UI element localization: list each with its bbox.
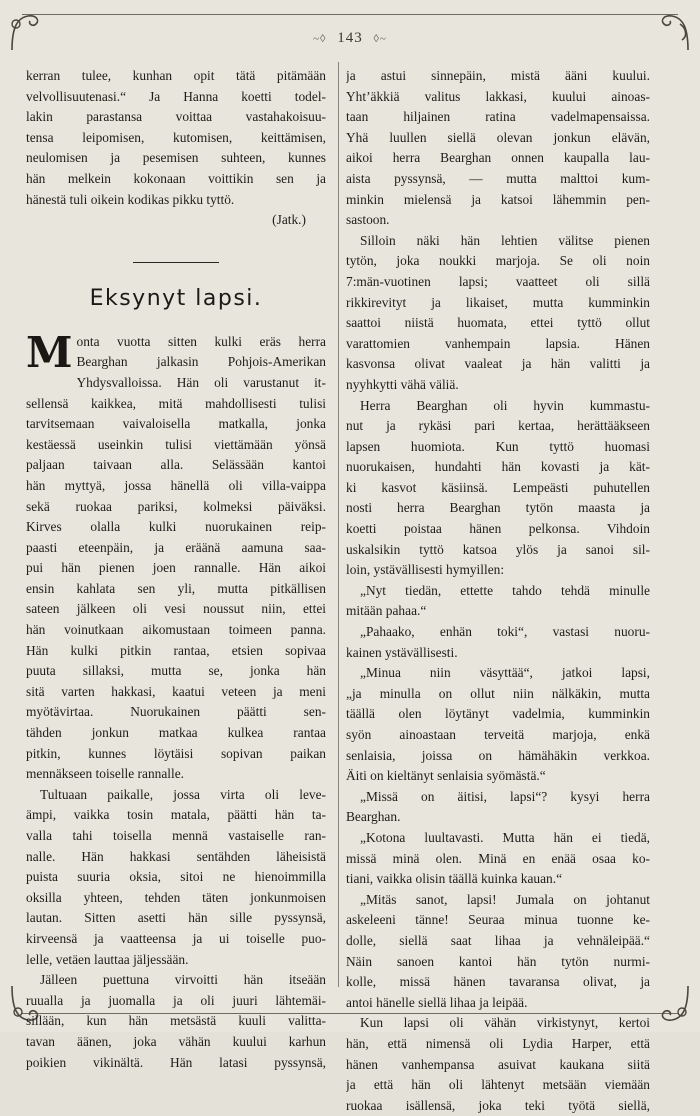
text-line: puista suuria oksia, sitoi ne hienoimmilla [26, 869, 326, 885]
text-line: paljaan taivaan alla. Selässään kantoi [26, 457, 326, 473]
column-divider [338, 62, 339, 987]
text-line: ja astui sinnepäin, mistä ääni kuului. [346, 68, 650, 83]
text-line: dolle, siellä saat lihaa ja vehnäleipää.“ [346, 932, 650, 948]
drop-cap: M [26, 327, 73, 377]
text-line: syön ainoastaan terveitä marjoja, enkä [346, 727, 650, 742]
text-line: ruokaa isällensä, joka teki työtä siellä, [346, 1097, 650, 1113]
text-line: Jälleen puettuna virvoitti hän itseään [40, 972, 326, 988]
text-line: minkin mielensä ja katsoi lähemmin pen- [346, 191, 650, 207]
text-line: loin, ystävällisesti hymyillen: [346, 562, 505, 578]
text-line: ruualla ja juomalla ja oli juuri lähtemäi- [26, 992, 326, 1008]
text-line: nuorukaisen, hundahti hän kovasti ja kät- [346, 459, 650, 475]
text-line: kolle, missä hänen tavaransa olivat, ja [346, 974, 650, 990]
text-line: uskalsikin tyttö katsoa ylös ja sanoi sil- [346, 541, 650, 557]
text-line: Kun lapsi oli vähän virkistynyt, kertoi [360, 1015, 650, 1031]
text-line: Bearghan jalkasin Pohjois-Amerikan [76, 354, 326, 370]
header-ornament-left: ~◊ [313, 33, 327, 45]
text-line: lapsen huomiota. Kun tyttö huomasi [346, 438, 650, 454]
text-line: saattoi niistä huomata, ettei tyttö ollut [346, 315, 650, 331]
text-line: sitä varten hakkasi, kaatui veteen ja meni [26, 683, 326, 699]
text-line: koetti poistaa hänen pelkonsa. Vihdoin [346, 521, 650, 537]
text-line: ja että hän oli lähtenyt metsään viemään [346, 1077, 650, 1093]
story-paragraph-2 [26, 785, 326, 970]
text-line: kirveensä ja vaatteensa ja ui toiselle puo- [26, 930, 326, 946]
text-line: sateen jälkeen oli vesi noussut niin, ettei [26, 601, 326, 617]
text-line: ensin kahlata sen yli, mutta pitkällisen [26, 580, 326, 596]
text-line: sellensä kaikkea, mitä mahdollisesti tulisi [26, 395, 326, 411]
text-line: nyyhkytti vähä väliä. [346, 376, 459, 392]
text-line: Yht’äkkiä valitus lakkasi, kuului ainoas- [346, 88, 650, 104]
text-line: mitään pahaa.“ [346, 603, 427, 619]
text-line: hänestä tuli oikein kodikas pikku tyttö. [26, 191, 235, 207]
text-line: „ja minulla on ollut niin nälkäkin, mutta [346, 685, 650, 701]
text-line: aikoi herra Bearghan onnen kaupalla lau- [346, 150, 650, 166]
right-paragraph-5 [346, 622, 650, 663]
text-line: nosti herra Bearghan tytön maasta ja [346, 500, 650, 516]
text-line: Äiti on kieltänyt senlaisia syömästä.“ [346, 768, 546, 784]
text-line: Hän kulki pitkin rantaa, etsien sopivaa [26, 642, 326, 658]
right-paragraph-7 [346, 787, 650, 828]
text-line: „Mitäs sanot, lapsi! Jumala on johtanut [360, 891, 650, 907]
text-line: lautan. Sitten asetti hän sille pyssynsä, [26, 910, 326, 926]
text-line: Näin sanoen kantoi hän tytön nurmi- [346, 953, 650, 969]
right-paragraph-3 [346, 396, 650, 581]
text-line: „Pahaako, enhän toki“, vastasi nuoru- [360, 624, 650, 640]
text-line: kainen ystävällisesti. [346, 644, 458, 660]
text-line: tarvitsemaan vaivaloisella matkalla, jonka [26, 416, 326, 432]
right-column [346, 66, 650, 1116]
text-line: onta vuotta sitten kulki eräs herra [76, 333, 326, 349]
text-line: „Minua niin väsyttää“, jatkoi lapsi, [360, 665, 650, 681]
text-line: tähden jonkun matkaa kulkea rantaa [26, 725, 326, 741]
text-line: Bearghan. [346, 809, 401, 825]
text-line: ämpi, vaikka tosin matala, päätti hän ta- [26, 807, 326, 823]
text-line: nut ja rykäsi pari kertaa, herättääkseen [346, 418, 650, 434]
text-line: varattomien vanhempain lapsia. Hänen [346, 335, 650, 351]
intro-paragraph [26, 66, 326, 210]
text-line: taan hiljainen ratina vadelmapensaissa. [346, 109, 650, 125]
text-line: Herra Bearghan oli hyvin kummastu- [360, 397, 650, 413]
story-paragraph-3 [26, 970, 326, 1073]
text-line: täällä olen löytänyt vadelmia, kumminkin [346, 706, 650, 722]
text-line: antoi hänelle siellä lihaa ja leipää. [346, 994, 528, 1010]
story-title: Eksynyt lapsi. [89, 286, 263, 312]
section-rule [133, 262, 219, 263]
text-line: kestäessä useinkin tulisi viettämään yönsä [26, 436, 326, 452]
text-line: hän voinutkaan aikomustaan toimeen panna. [26, 622, 326, 638]
right-paragraph-10 [346, 1013, 650, 1116]
text-line: neulomisen ja pesemisen suhteen, kunnes [26, 150, 326, 166]
header-ornament-right: ◊~ [373, 33, 387, 45]
text-line: mennäkseen toiselle rannalle. [26, 766, 185, 782]
right-paragraph-2 [346, 231, 650, 396]
right-paragraph-6 [346, 663, 650, 787]
text-line: senlaisia, joissa on hämähäkin verkkoa. [346, 747, 650, 763]
text-line: tensa leipomisen, kutomisen, keittämisen, [26, 129, 326, 145]
text-line: Yhdysvalloissa. Hän oli varustanut it- [76, 374, 326, 390]
page-header [0, 30, 700, 47]
text-line: ki kasvot käsiinsä. Lempeästi puhutellen [346, 479, 650, 495]
text-line: puuta sillaksi, mutta se, jonka hän [26, 663, 326, 679]
page-number: 143 [337, 30, 363, 46]
left-column [26, 66, 326, 1073]
text-line: hän, että nimensä oli Lydia Harper, että [346, 1035, 650, 1051]
text-line: rikkirevityt ja likaiset, mutta kumminkin [346, 294, 650, 310]
text-line: tavan äänen, joka vähän kuului karhun [26, 1033, 326, 1049]
text-line: sastoon. [346, 212, 390, 228]
text-line: pitkin, kunnes löytäisi sopivan paikan [26, 745, 326, 761]
text-line: sekä ruokaa pariksi, kolmeksi päiväksi. [26, 498, 326, 514]
text-line: kasvonsa olivat vaaleat ja hän valitti ja [346, 356, 650, 372]
text-line: aista pyssynsä, — mutta malttoi kum- [346, 170, 650, 186]
right-paragraph-8 [346, 828, 650, 890]
text-line: pui hän pienen joen rannalle. Hän aikoi [26, 560, 326, 576]
text-line: hän melkein kokonaan voittikin sen ja [26, 170, 326, 186]
right-paragraph-4 [346, 581, 650, 622]
text-line: missä minä olen. Minä en enää osaa ko- [346, 850, 650, 866]
text-line: oksilla yhteen, tehden täten jonkunmoisen [26, 889, 326, 905]
text-line: tytön, joka noukki marjoja. Se oli noin [346, 253, 650, 269]
text-line: hänen vanhempansa asuivat kaukana siitä [346, 1056, 650, 1072]
text-line: valla tahi toisella mennä vastaiselle ran- [26, 828, 326, 843]
text-line: „Missä on äitisi, lapsi“? kysyi herra [360, 788, 650, 804]
text-line: Kirves olalla kulki nuorukainen reip- [26, 519, 326, 535]
continued-signature: (Jatk.) [272, 212, 306, 228]
text-line: sillään, kun hän metsästä kuuli valitta- [26, 1013, 326, 1029]
text-line: askeleeni tänne! Seuraa minua tuonne ke- [346, 912, 650, 928]
text-line: tiani, vaikka olisin täällä kuinka kauan.“ [346, 871, 563, 887]
text-line: kerran tulee, kunhan opit tätä pitämään [26, 68, 326, 83]
corner-flourish-bottom-right-icon [650, 982, 694, 1026]
text-line: poikien vikinältä. Hän latasi pyssynsä, [26, 1054, 326, 1070]
text-line: „Nyt tiedän, ettette tahdo tehdä minulle [360, 582, 650, 598]
text-line: velvollisuutenasi.“ Ja Hanna koetti todel- [26, 88, 326, 104]
text-line: Silloin näki hän lehtien välitse pienen [360, 232, 650, 248]
text-line: Yhä luullen siellä olevan jonkun elävän, [346, 129, 650, 145]
text-line: myötävirtaa. Nuorukainen päätti sen- [26, 704, 326, 720]
top-border-rule [22, 14, 678, 15]
text-line: paasti eteenpäin, ja eräänä aamuna saa- [26, 539, 326, 555]
right-paragraph-1 [346, 66, 650, 231]
right-paragraph-9 [346, 890, 650, 1014]
text-line: hän myttyä, jossa hänellä oli villa-vaippa [26, 477, 326, 493]
text-line: nalle. Hän hakkasi sentähden läheisistä [26, 848, 326, 864]
text-line: lakin parastansa voittaa vastahakoisuu- [26, 109, 326, 125]
story-paragraph-1 [26, 327, 326, 785]
text-line: Tultuaan paikalle, jossa virta oli leve- [40, 786, 326, 802]
text-line: „Kotona luultavasti. Mutta hän ei tiedä, [360, 829, 650, 845]
text-line: lelle, vetäen lauttaa jäljessään. [26, 951, 189, 967]
text-line: 7:män-vuotinen lapsi; vaatteet oli sillä [346, 273, 650, 289]
